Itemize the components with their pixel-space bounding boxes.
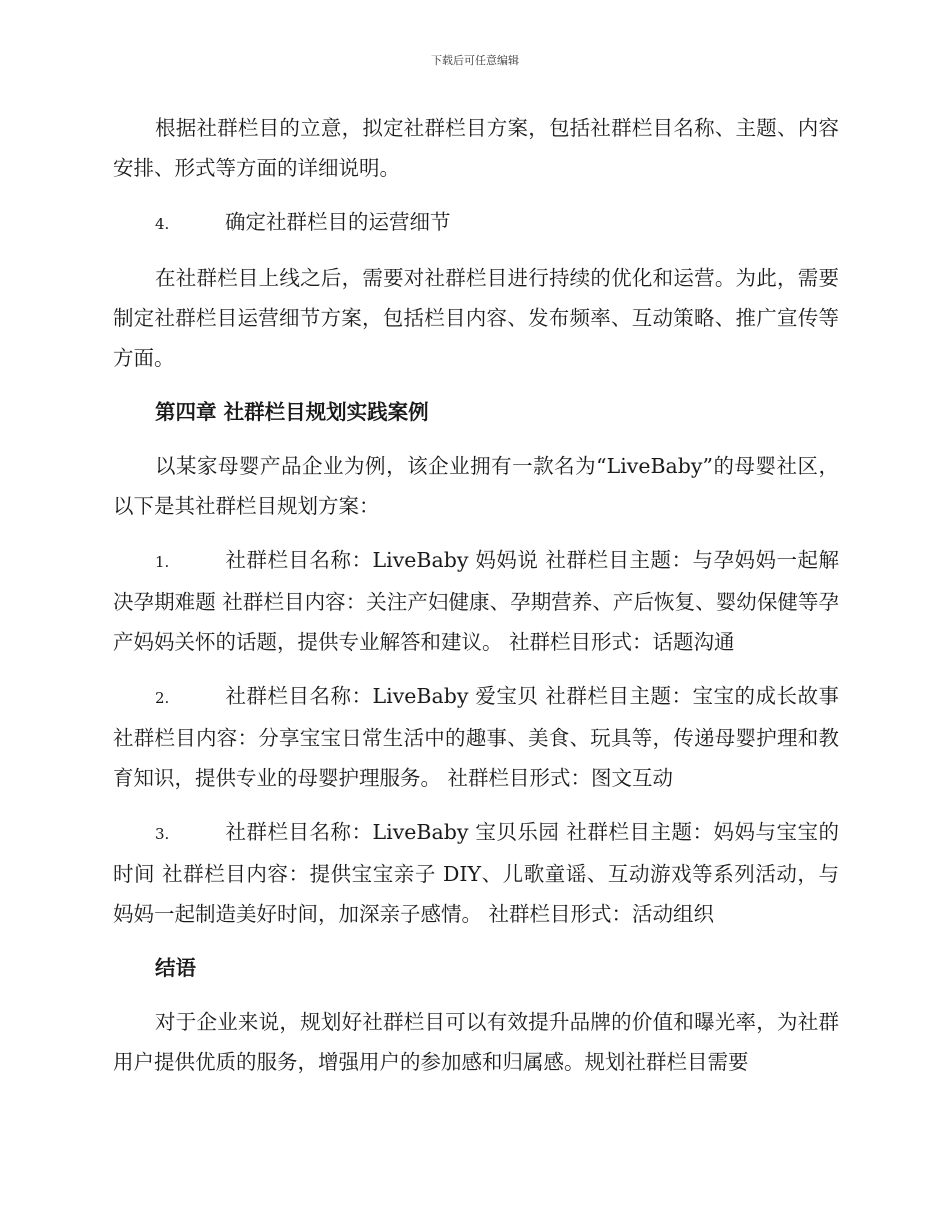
list-item-number: 4. [155, 215, 170, 233]
paragraph-case-intro: 以某家母婴产品企业为例，该企业拥有一款名为“LiveBaby”的母婴社区，以下是其社群栏目规划方案： [113, 454, 839, 518]
document-body [113, 108, 839, 1096]
case-item-baby-paradise [113, 812, 839, 934]
list-item-text: 确定社群栏目的运营细节 [225, 210, 451, 234]
list-item-text: 社群栏目名称：LiveBaby 妈妈说 社群栏目主题：与孕妈妈一起解决孕期难题 社群栏目内容：关注产妇健康、孕期营养、产后恢复、婴幼保健等孕产妈妈关怀的话题，提供专业解答和建议。 社群栏目形式：话题沟通 [113, 548, 839, 654]
paragraph-scheme-description: 根据社群栏目的立意，拟定社群栏目方案，包括社群栏目名称、主题、内容安排、形式等方面的详细说明。 [113, 116, 839, 180]
paragraph-conclusion: 对于企业来说，规划好社群栏目可以有效提升品牌的价值和曝光率，为社群用户提供优质的服务，增强用户的参加感和归属感。规划社群栏目需要 [113, 1010, 839, 1074]
chapter-four-heading: 第四章 社群栏目规划实践案例 [155, 400, 429, 424]
list-item-number: 3. [155, 825, 170, 843]
paragraph-operation-plan: 在社群栏目上线之后，需要对社群栏目进行持续的优化和运营。为此，需要制定社群栏目运营细节方案，包括栏目内容、发布频率、互动策略、推广宣传等方面。 [113, 266, 839, 370]
list-item-text: 社群栏目名称：LiveBaby 爱宝贝 社群栏目主题：宝宝的成长故事 社群栏目内容：分享宝宝日常生活中的趣事、美食、玩具等，传递母婴护理和教育知识，提供专业的母婴护理服务。 社群栏目形式：图文互动 [113, 684, 839, 790]
case-item-mama-says [113, 540, 839, 662]
list-item-operation-details [113, 202, 839, 244]
page-header: 下载后可任意编辑 [431, 54, 519, 67]
conclusion-heading: 结语 [155, 956, 196, 980]
case-item-love-baby [113, 676, 839, 798]
list-item-number: 2. [155, 689, 170, 707]
list-item-number: 1. [155, 553, 170, 571]
list-item-text: 社群栏目名称：LiveBaby 宝贝乐园 社群栏目主题：妈妈与宝宝的时间 社群栏目内容：提供宝宝亲子 DIY、儿歌童谣、互动游戏等系列活动，与妈妈一起制造美好时间，加深亲子感情。 社群栏目形式：活动组织 [113, 820, 839, 926]
